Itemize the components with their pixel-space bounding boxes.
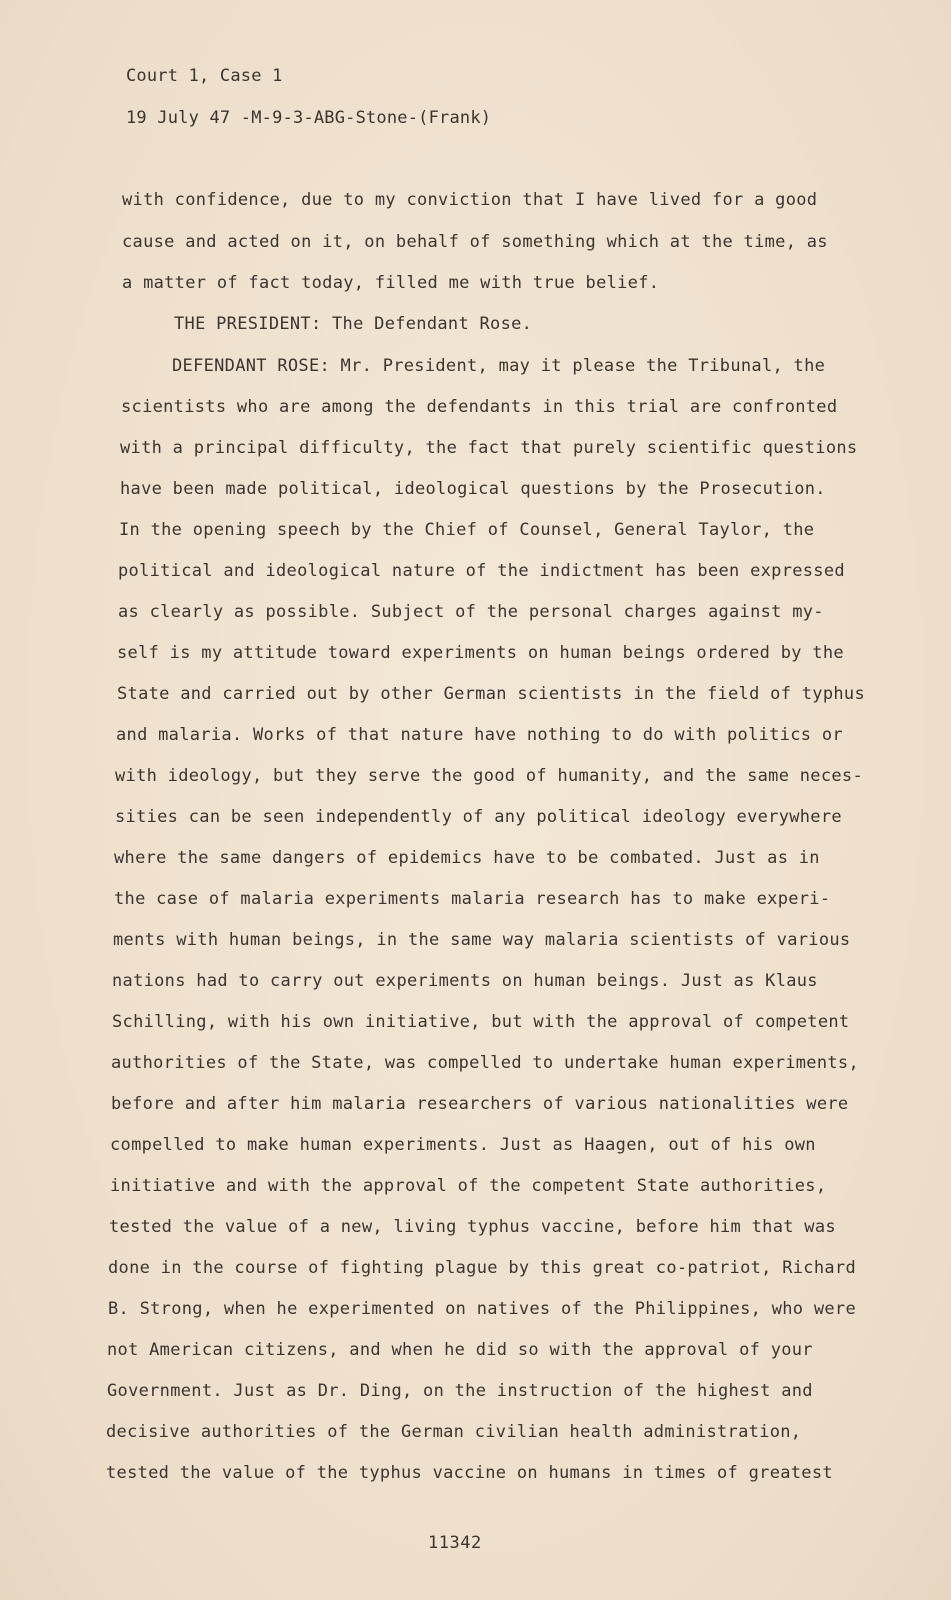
transcript-line: the case of malaria experiments malaria research has to make experi- xyxy=(114,889,831,909)
transcript-line: self is my attitude toward experiments on human beings ordered by the xyxy=(117,643,844,663)
transcript-line: sities can be seen independently of any political ideology everywhere xyxy=(115,807,842,827)
transcript-line: with ideology, but they serve the good of humanity, and the same neces- xyxy=(115,766,863,786)
transcript-line: In the opening speech by the Chief of Counsel, General Taylor, the xyxy=(119,520,815,540)
court-case-header: Court 1, Case 1 xyxy=(126,66,283,86)
page-number: 11342 xyxy=(428,1533,482,1553)
transcript-line: Government. Just as Dr. Ding, on the instruction of the highest and xyxy=(107,1381,813,1401)
transcript-line: cause and acted on it, on behalf of something which at the time, as xyxy=(122,232,828,252)
speaker-line-defendant-rose: DEFENDANT ROSE: Mr. President, may it please the Tribunal, the xyxy=(172,356,826,376)
transcript-line: State and carried out by other German scientists in the field of typhus xyxy=(117,684,865,704)
transcript-line: done in the course of fighting plague by this great co-patriot, Richard xyxy=(108,1258,856,1278)
transcript-line: decisive authorities of the German civilian health administration, xyxy=(106,1422,802,1442)
transcript-line: nations had to carry out experiments on human beings. Just as Klaus xyxy=(112,971,818,991)
transcript-line: compelled to make human experiments. Just as Haagen, out of his own xyxy=(110,1135,816,1155)
transcript-line: B. Strong, when he experimented on natives of the Philippines, who were xyxy=(108,1299,856,1319)
speaker-line-president: THE PRESIDENT: The Defendant Rose. xyxy=(174,314,533,334)
transcript-line: where the same dangers of epidemics have to be combated. Just as in xyxy=(114,848,820,868)
transcript-line: ments with human beings, in the same way malaria scientists of various xyxy=(113,930,851,950)
date-reference-header: 19 July 47 -M-9-3-ABG-Stone-(Frank) xyxy=(126,108,492,128)
transcript-line: authorities of the State, was compelled to undertake human experiments, xyxy=(111,1053,859,1073)
transcript-line: before and after him malaria researchers of various nationalities were xyxy=(111,1094,849,1114)
transcript-line: initiative and with the approval of the competent State authorities, xyxy=(110,1176,827,1196)
transcript-line: tested the value of a new, living typhus vaccine, before him that was xyxy=(109,1217,836,1237)
transcript-line: scientists who are among the defendants in this trial are confronted xyxy=(121,397,838,417)
transcript-line: tested the value of the typhus vaccine on humans in times of greatest xyxy=(106,1463,833,1483)
transcript-line: have been made political, ideological questions by the Prosecution. xyxy=(120,479,826,499)
transcript-line: with confidence, due to my conviction that I have lived for a good xyxy=(122,190,818,210)
transcript-line: Schilling, with his own initiative, but with the approval of competent xyxy=(112,1012,850,1032)
transcript-line: not American citizens, and when he did so with the approval of your xyxy=(107,1340,813,1360)
transcript-line: with a principal difficulty, the fact that purely scientific questions xyxy=(120,438,858,458)
transcript-line: and malaria. Works of that nature have nothing to do with politics or xyxy=(116,725,843,745)
transcript-line: as clearly as possible. Subject of the personal charges against my- xyxy=(118,602,824,622)
transcript-line: a matter of fact today, filled me with true belief. xyxy=(122,273,660,293)
transcript-line: political and ideological nature of the indictment has been expressed xyxy=(118,561,845,581)
